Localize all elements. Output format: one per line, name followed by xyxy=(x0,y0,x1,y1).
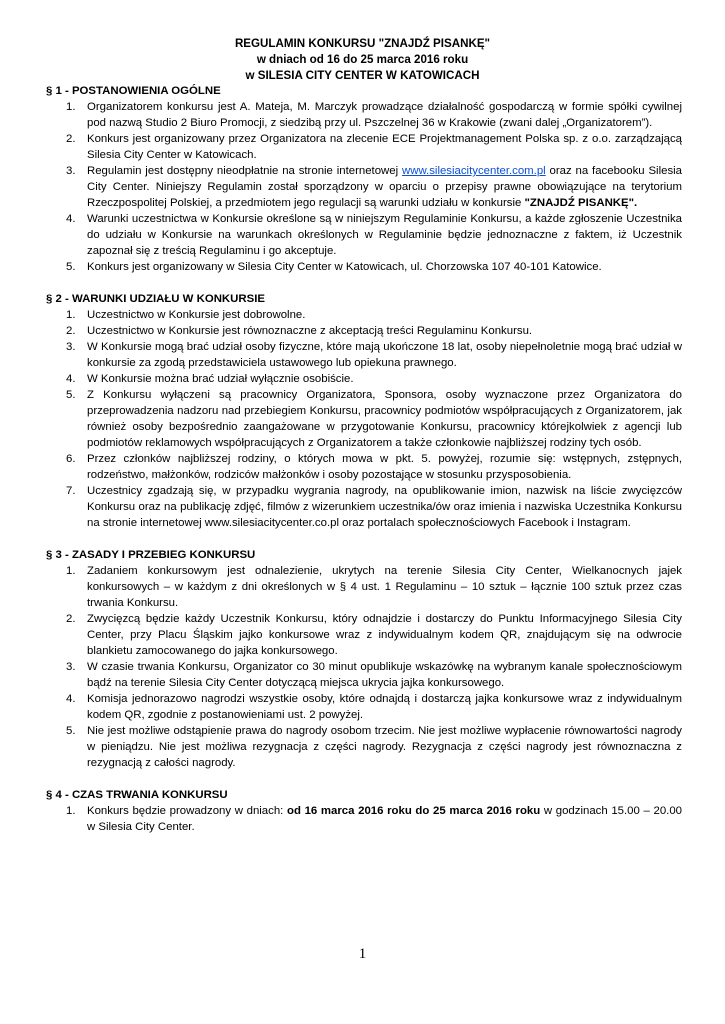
list-item: 4. Warunki uczestnictwa w Konkursie określone są w niniejszym Regulaminie Konkursu, a każde zgłoszenie Uczestnika do udziału w Konkursie na warunkach określonych w Regulaminie będzie jednoznaczne z faktem, iż Uczestnik zapoznał się z treścią Regulaminu i go akceptuje. xyxy=(66,213,682,257)
section-1-list xyxy=(46,99,682,275)
list-item: 5. Nie jest możliwe odstąpienie prawa do nagrody osobom trzecim. Nie jest możliwe wypłacenie równowartości nagrody w pieniądzu. Nie jest możliwa rezygnacja z części nagrody. Rezygnacja z części nagrody jest równoznaczna z rezygnacją z całości nagrody. xyxy=(66,725,682,769)
title-line-3: w SILESIA CITY CENTER W KATOWICACH xyxy=(245,69,480,82)
list-item: 1. Konkurs będzie prowadzony w dniach: od 16 marca 2016 roku do 25 marca 2016 roku w godzinach 15.00 – 20.00 w Silesia City Center. xyxy=(66,805,682,833)
list-item: 6. Przez członków najbliższej rodziny, o których mowa w pkt. 5. powyżej, rozumie się: wstępnych, zstępnych, rodzeństwo, małżonków, rodziców małżonków i osoby pozostające w stosunku przysposobienia. xyxy=(66,453,682,481)
list-item: 2. Zwycięzcą będzie każdy Uczestnik Konkursu, który odnajdzie i dostarczy do Punktu Informacyjnego Silesia City Center, przy Placu Śląskim jajko konkursowe wraz z indywidualnym kodem QR, znajdującym się na odwrocie blankietu zamocowanego do jajka konkursowego. xyxy=(66,613,682,657)
list-item: 3. W Konkursie mogą brać udział osoby fizyczne, które mają ukończone 18 lat, osoby niepełnoletnie mogą brać udział w konkursie za zgodą przedstawiciela ustawowego lub opiekuna prawnego. xyxy=(66,341,682,369)
section-2-list xyxy=(46,307,682,531)
list-item: 1. Uczestnictwo w Konkursie jest dobrowolne. xyxy=(66,309,306,321)
list-item: 1. Zadaniem konkursowym jest odnalezienie, ukrytych na terenie Silesia City Center, Wielkanocnych jajek konkursowych – w każdym z dni określonych w § 4 ust. 1 Regulaminu – 10 sztuk – łącznie 100 sztuk przez czas trwania Konkursu. xyxy=(66,565,682,609)
section-3-list xyxy=(46,563,682,771)
list-item: 5. Z Konkursu wyłączeni są pracownicy Organizatora, Sponsora, osoby wyznaczone przez Organizatora do przeprowadzenia nadzoru nad przebiegiem Konkursu, pracownicy podmiotów współpracujących z Organizatorem, jak również osoby bezpośrednio zaangażowane w przygotowanie Konkursu, pracownicy którejkolwiek z agencji lub podmiotów reklamowych współpracujących z Organizatorem a także członkowie najbliższej rodziny tych osób. xyxy=(66,389,682,449)
list-item: 3. Regulamin jest dostępny nieodpłatnie na stronie internetowej www.silesiacitycenter.com.pl oraz na facebooku Silesia City Center. Niniejszy Regulamin został sporządzony w oparciu o przepisy prawne obowiązujące na terytorium Rzeczpospolitej Polskiej, a przedmiotem jego regulacji są warunki udziału w konkursie "ZNAJDŹ PISANKĘ". xyxy=(66,165,683,209)
document-title xyxy=(0,36,725,84)
list-item: 4. W Konkursie można brać udział wyłącznie osobiście. xyxy=(66,373,354,385)
list-item: 7. Uczestnicy zgadzają się, w przypadku wygrania nagrody, na opublikowanie imion, nazwisk na liście zwycięzców Konkursu oraz na publikację zdjęć, filmów z wizerunkiem uczestnika/ów oraz imienia i nazwiska Uczestnika Konkursu na stronie internetowej www.silesiacitycenter.co.pl oraz portalach społecznościowych Facebook i Instagram. xyxy=(66,485,682,529)
list-item: 2. Konkurs jest organizowany przez Organizatora na zlecenie ECE Projektmanagement Polska sp. z o.o. zarządzającą Silesia City Center w Katowicach. xyxy=(66,133,682,161)
contest-name: "ZNAJDŹ PISANKĘ". xyxy=(524,197,638,209)
section-2-heading: § 2 - WARUNKI UDZIAŁU W KONKURSIE xyxy=(46,293,265,305)
list-item: 2. Uczestnictwo w Konkursie jest równoznaczne z akceptacją treści Regulaminu Konkursu. xyxy=(66,325,533,337)
section-4-list xyxy=(46,803,682,835)
list-item: 1. Organizatorem konkursu jest A. Mateja, M. Marczyk prowadzące działalność gospodarczą w formie spółki cywilnej pod nazwą Studio 2 Biuro Promocji, z siedzibą przy ul. Pszczelnej 36 w Krakowie (zwani dalej „Organizatorem”). xyxy=(66,101,682,129)
list-item: 4. Komisja jednorazowo nagrodzi wszystkie osoby, które odnajdą i dostarczą jajka konkursowe wraz z indywidualnym kodem QR, zgodnie z postanowieniami ust. 2 powyżej. xyxy=(66,693,682,721)
section-4-heading: § 4 - CZAS TRWANIA KONKURSU xyxy=(46,789,228,801)
list-item: 3. W czasie trwania Konkursu, Organizator co 30 minut opublikuje wskazówkę na wybranym kanale społecznościowym bądź na terenie Silesia City Center dotyczącą miejsca ukrycia jajka konkursowego. xyxy=(66,661,682,689)
title-line-2: w dniach od 16 do 25 marca 2016 roku xyxy=(256,53,469,66)
contest-dates: od 16 marca 2016 roku do 25 marca 2016 roku xyxy=(287,805,541,817)
website-link[interactable]: www.silesiacitycenter.com.pl xyxy=(402,165,546,177)
section-1-heading: § 1 - POSTANOWIENIA OGÓLNE xyxy=(46,85,221,97)
document-body xyxy=(46,83,682,835)
page-number: 1 xyxy=(358,946,367,962)
section-3-heading: § 3 - ZASADY I PRZEBIEG KONKURSU xyxy=(46,549,256,561)
title-line-1: REGULAMIN KONKURSU "ZNAJDŹ PISANKĘ" xyxy=(234,37,491,50)
list-item: 5. Konkurs jest organizowany w Silesia City Center w Katowicach, ul. Chorzowska 107 40-101 Katowice. xyxy=(66,261,602,273)
